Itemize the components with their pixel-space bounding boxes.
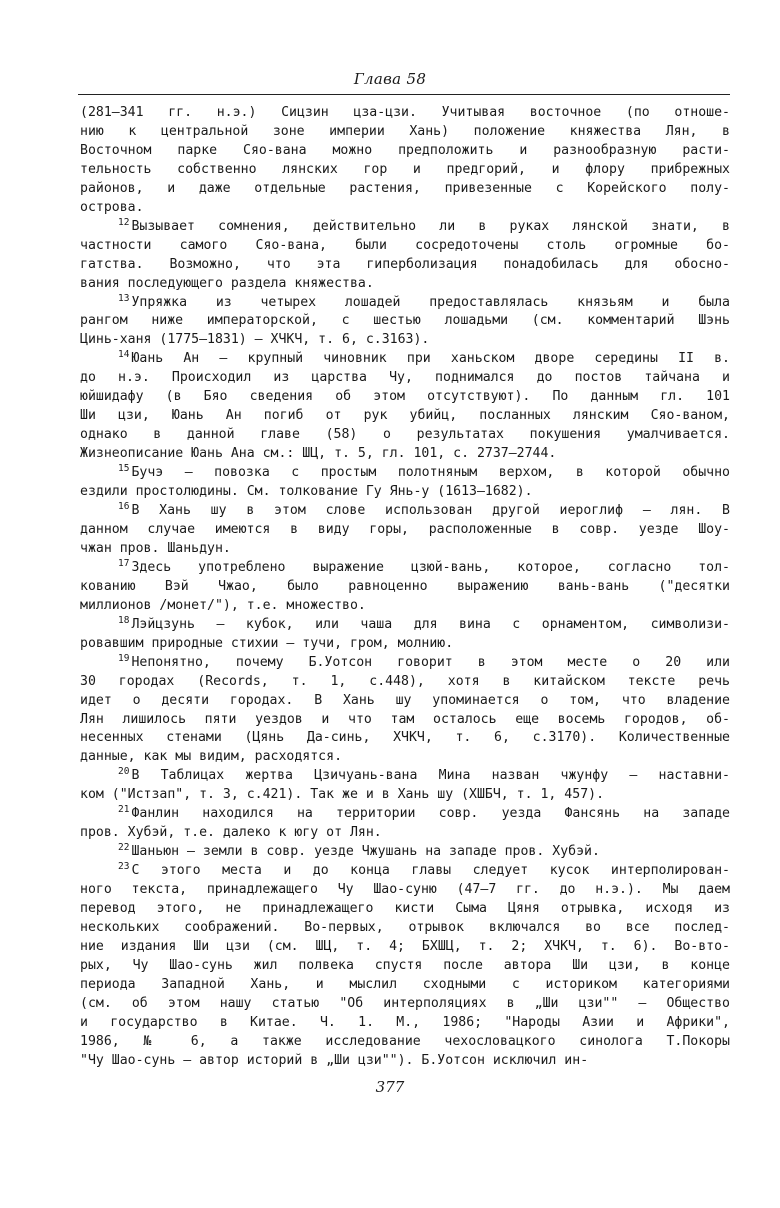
line-text: миллионов /монет/"), т.е. множество.	[80, 597, 366, 613]
line-text: ездили простолюдины. См. толкование Гу Янь-у (1613—1682).	[80, 484, 533, 500]
line-text: Лян лишилось пяти уездов и что там осталось еще восемь городов, об-	[80, 711, 730, 727]
note-line	[80, 559, 730, 578]
line-text: острова.	[80, 199, 144, 215]
line-text: районов, и даже отдельные растения, привезенные с Корейского полу-	[80, 180, 730, 196]
note-line	[80, 464, 730, 483]
note-line	[80, 142, 730, 161]
note-line	[80, 843, 730, 862]
note-line	[80, 862, 730, 881]
note-line	[80, 521, 730, 540]
line-text: Юань Ан — крупный чиновник при ханьском дворе середины II в.	[131, 351, 730, 367]
note-line	[80, 237, 730, 256]
line-text: В Хань шу в этом слове использован другой иероглиф — лян. В	[131, 503, 730, 519]
footnote-number: 13	[118, 293, 130, 304]
footnote-number: 12	[118, 217, 130, 228]
line-text: Жизнеописание Юань Ана см.: ШЦ, т. 5, гл. 101, с. 2737—2744.	[80, 446, 557, 462]
note-line	[80, 104, 730, 123]
note-line	[80, 729, 730, 748]
line-text: перевод этого, не принадлежащего кисти Сыма Цяня отрывка, исходя из	[80, 901, 730, 917]
note-line	[80, 673, 730, 692]
note-line	[80, 180, 730, 199]
line-text: (281—341 гг. н.э.) Сицзин цза-цзи. Учитывая восточное (по отноше-	[80, 105, 730, 120]
note-line	[80, 824, 730, 843]
note-line	[80, 881, 730, 900]
line-text: Бучэ — повозка с простым полотняным верхом, в которой обычно	[131, 465, 730, 481]
line-text: несенных стенами (Цянь Да-синь, ХЧКЧ, т. 6, с.3170). Количественные	[80, 730, 730, 746]
footnote-16	[80, 502, 730, 559]
page-number: 377	[375, 1078, 405, 1096]
note-line	[80, 767, 730, 786]
footnote-number: 22	[118, 843, 130, 854]
footnote-18	[80, 616, 730, 654]
line-text: юйшидафу (в Бяо сведения об этом отсутствуют). По данным гл. 101	[80, 389, 730, 405]
line-text: до н.э. Происходил из царства Чу, поднимался до постов тайчана и	[80, 370, 730, 386]
note-line	[80, 275, 730, 294]
footnote-number: 23	[118, 862, 130, 873]
footnote-23	[80, 862, 730, 1070]
line-text: Ши цзи, Юань Ан погиб от рук убийц, посланных лянским Сяо-ваном,	[80, 408, 730, 424]
footnote-number: 20	[118, 767, 130, 778]
note-line	[80, 331, 730, 350]
note-line	[80, 312, 730, 331]
note-line	[80, 597, 730, 616]
footnote-14	[80, 350, 730, 464]
note-line	[80, 350, 730, 369]
note-line	[80, 635, 730, 654]
line-text: пров. Хубэй, т.е. далеко к югу от Лян.	[80, 825, 382, 841]
line-text: Вызывает сомнения, действительно ли в руках лянской знати, в	[131, 218, 730, 234]
notes-body	[80, 104, 730, 1071]
footnote-17	[80, 559, 730, 616]
footnote-number: 19	[118, 653, 130, 664]
line-text: данном случае имеются в виду горы, расположенные в совр. уезде Шоу-	[80, 521, 730, 537]
note-line	[80, 161, 730, 180]
line-text: вания последующего раздела княжества.	[80, 275, 374, 291]
note-line	[80, 900, 730, 919]
note-line	[80, 426, 730, 445]
line-text: Здесь употреблено выражение цзюй-вань, которое, согласно тол-	[131, 559, 730, 575]
note-line	[80, 919, 730, 938]
note-line	[80, 199, 730, 218]
line-text: 1986, № 6, а также исследование чехословацкого синолога Т.Покоры	[80, 1033, 730, 1049]
line-text: кованию Вэй Чжао, было равноценно выражению вань-вань ("десятки	[80, 578, 730, 594]
footnote-22	[80, 843, 730, 862]
footnote-number: 14	[118, 350, 130, 361]
line-text: периода Западной Хань, и мыслил сходными с историком категориями	[80, 976, 730, 992]
note-line	[80, 938, 730, 957]
note-line	[80, 123, 730, 142]
note-line	[80, 407, 730, 426]
line-text: ком ("Истзап", т. 3, с.421). Так же и в Хань шу (ХШБЧ, т. 1, 457).	[80, 787, 605, 803]
running-head: Глава 58	[353, 70, 427, 88]
note-line	[80, 388, 730, 407]
line-text: Непонятно, почему Б.Уотсон говорит в этом месте о 20 или	[131, 654, 730, 670]
line-text: чжан пров. Шаньдун.	[80, 540, 231, 556]
line-text: Восточном парке Сяо-вана можно предположить и разнообразную расти-	[80, 142, 730, 158]
note-line	[80, 578, 730, 597]
line-text: В Таблицах жертва Цзичуань-вана Мина назван чжунфу — наставни-	[131, 768, 730, 784]
footnote-number: 21	[118, 805, 130, 816]
line-text: С этого места и до конца главы следует кусок интерполирован-	[131, 863, 730, 879]
note-line	[80, 976, 730, 995]
note-line	[80, 445, 730, 464]
line-text: нескольких соображений. Во-первых, отрывок включался во все послед-	[80, 919, 730, 935]
line-text: однако в данной главе (58) о результатах покушения умалчивается.	[80, 427, 730, 443]
note-line	[80, 692, 730, 711]
note-line	[80, 616, 730, 635]
footnote-20	[80, 767, 730, 805]
line-text: Цинь-ханя (1775—1831) — ХЧКЧ, т. 6, с.3163).	[80, 332, 430, 348]
note-line	[80, 995, 730, 1014]
note-line	[80, 1014, 730, 1033]
footnote-number: 15	[118, 464, 130, 475]
note-line	[80, 483, 730, 502]
line-text: данные, как мы видим, расходятся.	[80, 749, 343, 765]
line-text: "Чу Шао-сунь — автор историй в „Ши цзи""). Б.Уотсон исключил ин-	[80, 1052, 589, 1068]
footnote-12	[80, 218, 730, 294]
note-line	[80, 1052, 730, 1071]
header-rule	[78, 94, 730, 95]
note-line	[80, 805, 730, 824]
line-text: ровавшим природные стихии — тучи, гром, молнию.	[80, 635, 454, 651]
line-text: и государство в Китае. Ч. 1. М., 1986; "Народы Азии и Африки",	[80, 1014, 730, 1030]
line-text: Лэйцзунь — кубок, или чаша для вина с орнаментом, символизи-	[131, 616, 730, 632]
footnote-19	[80, 654, 730, 768]
footnote-number: 17	[118, 558, 130, 569]
line-text: Упряжка из четырех лошадей предоставлялась князьям и была	[131, 294, 730, 310]
note-line	[80, 654, 730, 673]
line-text: ние издания Ши цзи (см. ШЦ, т. 4; БХШЦ, т. 2; ХЧКЧ, т. 6). Во-вто-	[80, 938, 730, 954]
note-line	[80, 711, 730, 730]
note-line	[80, 218, 730, 237]
note-line	[80, 294, 730, 313]
line-text: тельность собственно лянских гор и предгорий, и флору прибрежных	[80, 161, 730, 177]
line-text: 30 городах (Records, т. 1, с.448), хотя в китайском тексте речь	[80, 673, 730, 689]
footnote-13	[80, 294, 730, 351]
note-line	[80, 786, 730, 805]
line-text: Шаньюн — земли в совр. уезде Чжушань на западе пров. Хубэй.	[131, 844, 600, 860]
line-text: рых, Чу Шао-сунь жил полвека спустя после автора Ши цзи, в конце	[80, 957, 730, 973]
footnote-number: 18	[118, 615, 130, 626]
line-text: нию к центральной зоне империи Хань) положение княжества Лян, в	[80, 123, 730, 139]
footnote-21	[80, 805, 730, 843]
line-text: рангом ниже императорской, с шестью лошадьми (см. комментарий Шэнь	[80, 313, 730, 329]
note-continuation	[80, 104, 730, 218]
footnote-number: 16	[118, 502, 130, 513]
note-line	[80, 957, 730, 976]
note-line	[80, 256, 730, 275]
line-text: Фанлин находился на территории совр. уезда Фансянь на западе	[131, 806, 730, 822]
note-line	[80, 1033, 730, 1052]
line-text: гатства. Возможно, что эта гиперболизация понадобилась для обосно-	[80, 256, 730, 272]
note-line	[80, 748, 730, 767]
line-text: частности самого Сяо-вана, были сосредоточены столь огромные бо-	[80, 237, 730, 253]
line-text: идет о десяти городах. В Хань шу упоминается о том, что владение	[80, 692, 730, 708]
line-text: (см. об этом нашу статью "Об интерполяциях в „Ши цзи"" — Общество	[80, 995, 730, 1011]
line-text: ного текста, принадлежащего Чу Шао-суню (47—7 гг. до н.э.). Мы даем	[80, 882, 730, 898]
note-line	[80, 369, 730, 388]
footnote-15	[80, 464, 730, 502]
note-line	[80, 540, 730, 559]
note-line	[80, 502, 730, 521]
